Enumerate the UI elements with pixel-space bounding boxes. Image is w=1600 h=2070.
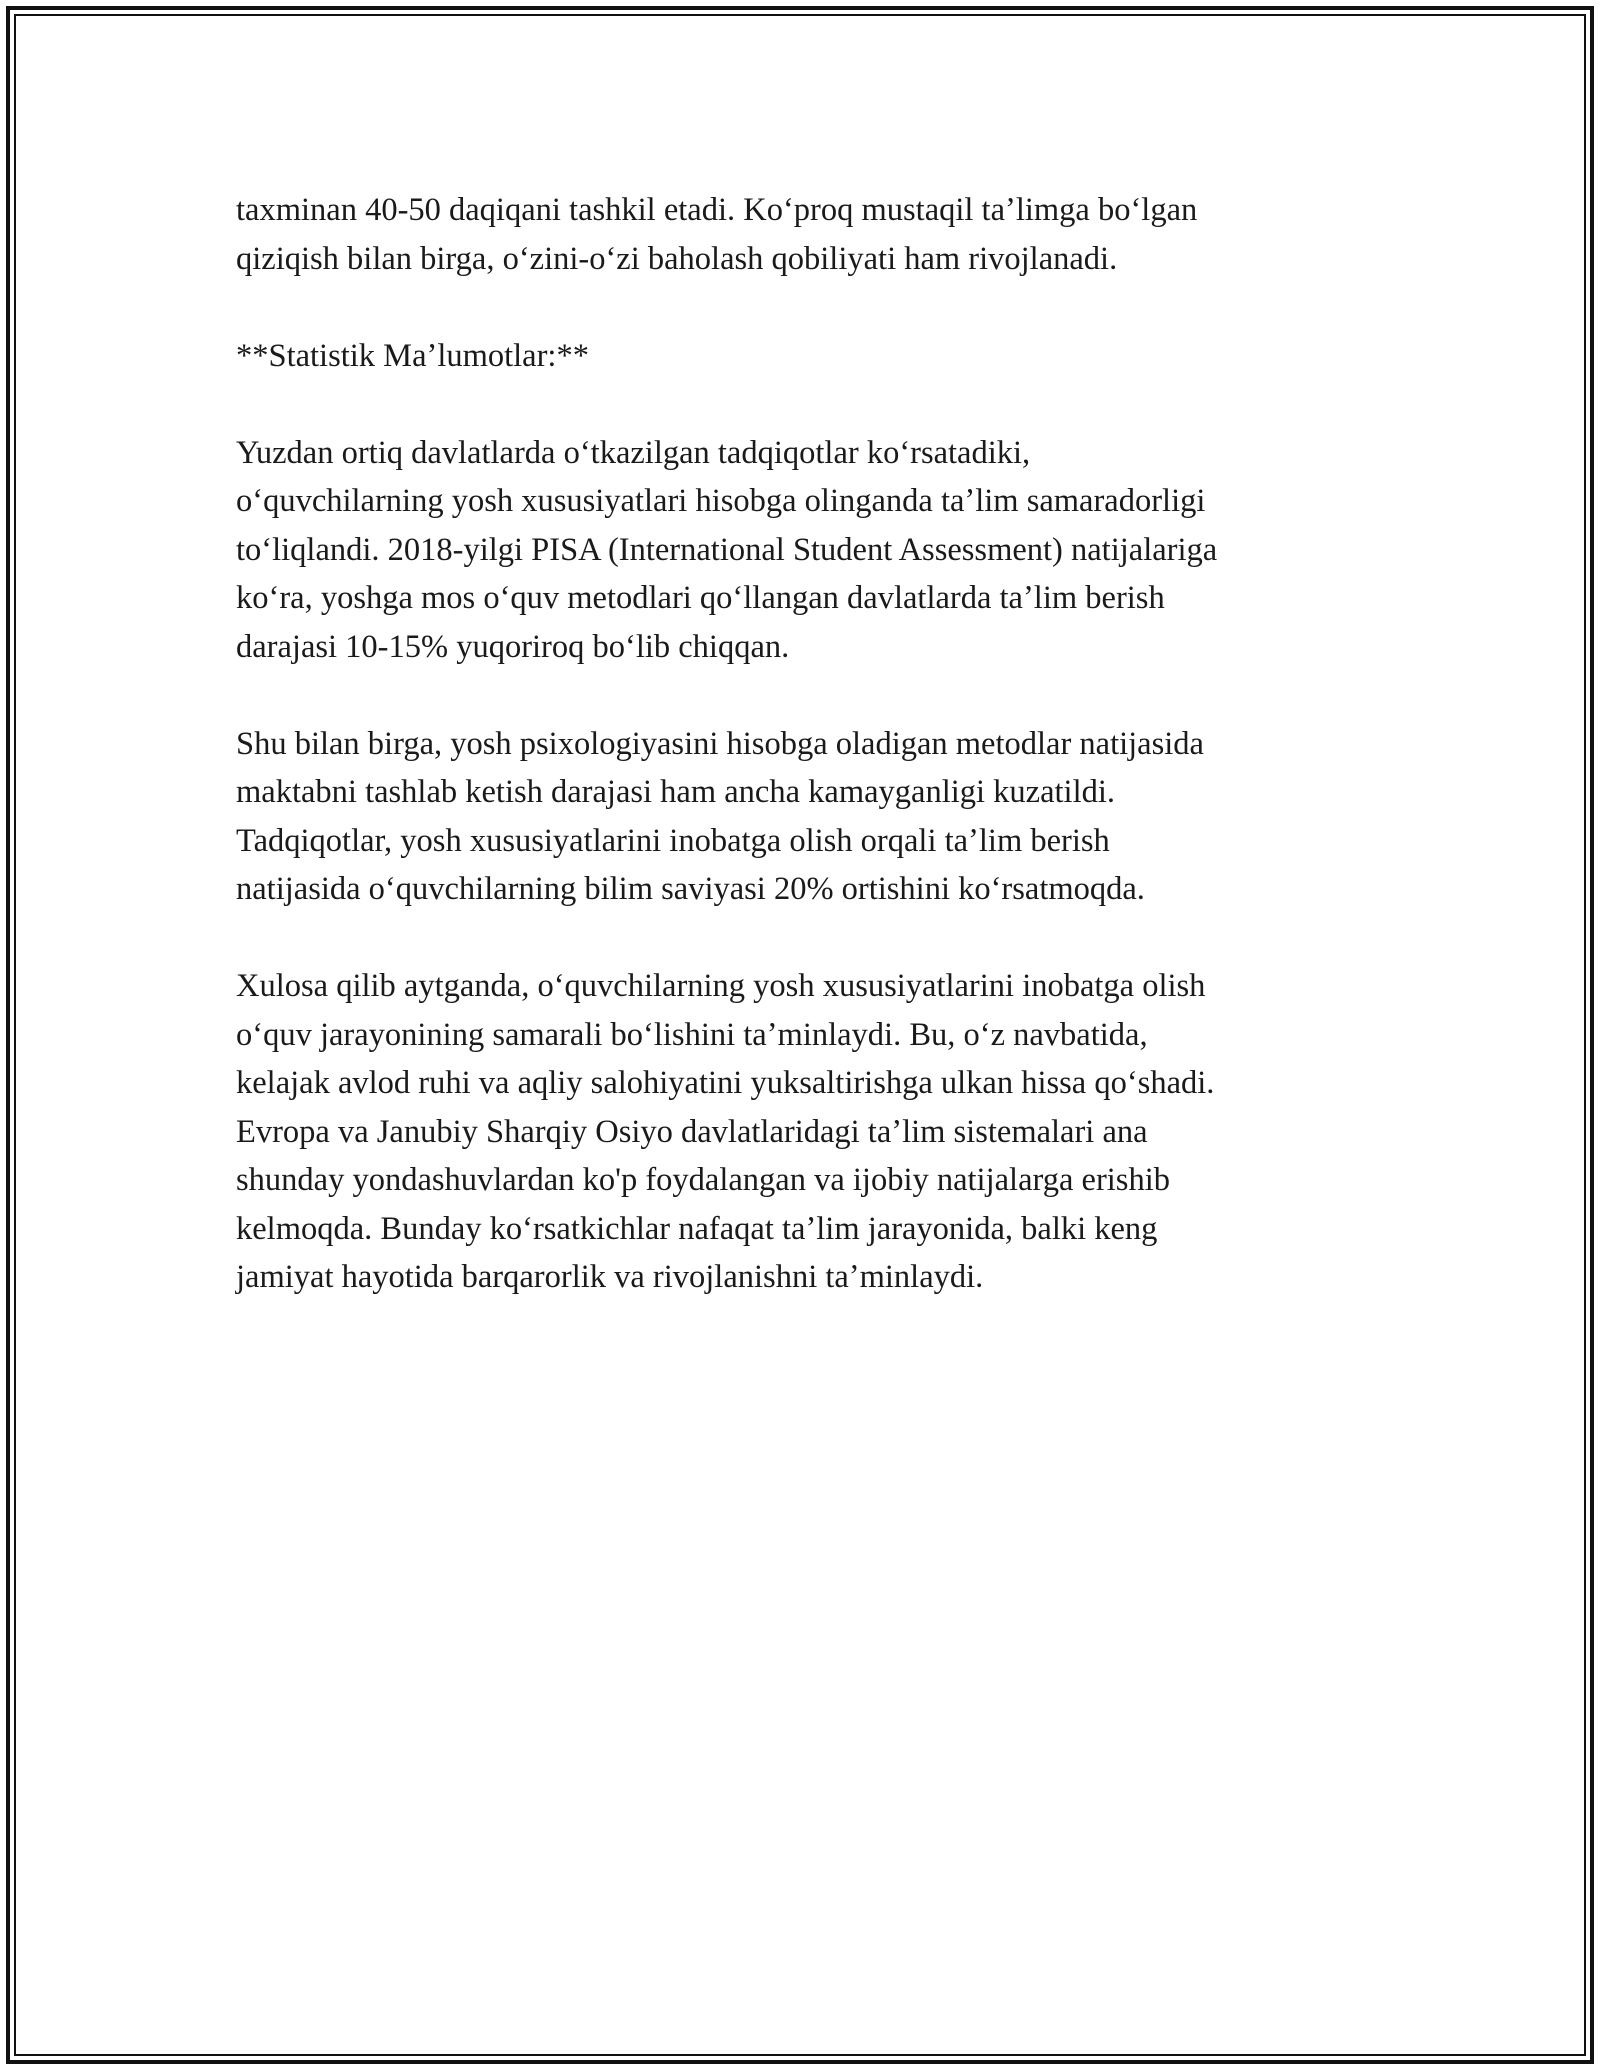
text-line: darajasi 10-15% yuqoriroq boʻlib chiqqan. xyxy=(236,628,790,665)
text-line: toʻliqlandi. 2018-yilgi PISA (International Student Assessment) natijalariga xyxy=(236,531,1218,568)
text-line: natijasida oʻquvchilarning bilim saviyasi 20% ortishini koʻrsatmoqda. xyxy=(236,871,1145,907)
paragraph-conclusion xyxy=(236,962,1376,1302)
section-heading-statistics xyxy=(236,332,1376,381)
text-line: oʻquv jarayonining samarali boʻlishini taʼminlaydi. Bu, oʻz navbatida, xyxy=(236,1016,1148,1053)
text-line: Tadqiqotlar, yosh xususiyatlarini inobatga olish orqali taʼlim berish xyxy=(236,822,1110,859)
text-line: Xulosa qilib aytganda, oʻquvchilarning yosh xususiyatlarini inobatga olish xyxy=(236,968,1206,1004)
text-line: shunday yondashuvlardan ko'p foydalangan va ijobiy natijalarga erishib xyxy=(236,1162,1170,1198)
text-line: kelmoqda. Bunday koʻrsatkichlar nafaqat taʼlim jarayonida, balki keng xyxy=(236,1210,1158,1247)
text-line: Shu bilan birga, yosh psixologiyasini hisobga oladigan metodlar natijasida xyxy=(236,725,1204,762)
document-body xyxy=(236,186,1376,1350)
text-line: oʻquvchilarning yosh xususiyatlari hisobga olinganda taʼlim samaradorligi xyxy=(236,483,1206,519)
text-line: Yuzdan ortiq davlatlarda oʻtkazilgan tadqiqotlar koʻrsatadiki, xyxy=(236,434,1031,471)
text-line: qiziqish bilan birga, oʻzini-oʻzi baholash qobiliyati ham rivojlanadi. xyxy=(236,240,1118,277)
paragraph-dropout-reduction xyxy=(236,720,1376,914)
heading-text: **Statistik Maʼlumotlar:** xyxy=(236,337,589,374)
text-line: maktabni tashlab ketish darajasi ham ancha kamayganligi kuzatildi. xyxy=(236,774,1116,810)
text-line: kelajak avlod ruhi va aqliy salohiyatini yuksaltirishga ulkan hissa qoʻshadi. xyxy=(236,1065,1215,1101)
paragraph-research-findings xyxy=(236,429,1376,672)
text-line: jamiyat hayotida barqarorlik va rivojlanishni taʼminlaydi. xyxy=(236,1259,984,1295)
text-line: Evropa va Janubiy Sharqiy Osiyo davlatlaridagi taʼlim sistemalari ana xyxy=(236,1113,1148,1150)
paragraph-intro-continuation xyxy=(236,186,1376,283)
text-line: taxminan 40-50 daqiqani tashkil etadi. Koʻproq mustaqil taʼlimga boʻlgan xyxy=(236,192,1198,228)
text-line: koʻra, yoshga mos oʻquv metodlari qoʻllangan davlatlarda taʼlim berish xyxy=(236,580,1165,616)
